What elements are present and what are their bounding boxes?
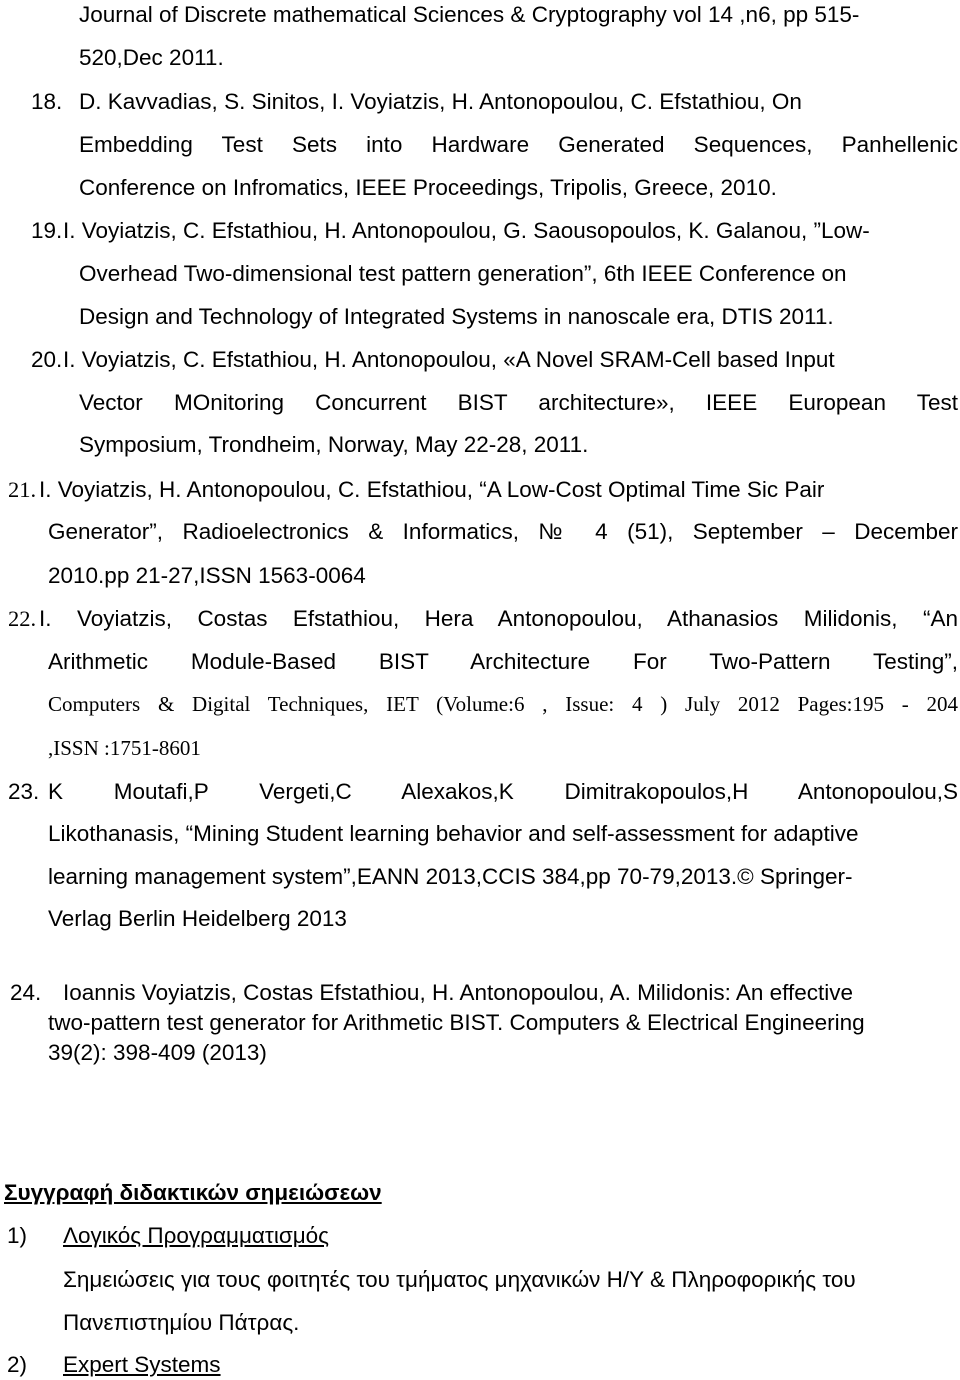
- ref-line: Generator”, Radioelectronics & Informatics, № 4 (51), September – December: [48, 519, 958, 544]
- ref-line: ,ISSN :1751-8601: [48, 736, 201, 760]
- list-item-description: Πανεπιστημίου Πάτρας.: [63, 1310, 300, 1335]
- ref-line: I. Voyiatzis, Costas Efstathiou, Hera Antonopoulou, Athanasios Milidonis, “An: [39, 606, 958, 631]
- ref-line: Likothanasis, “Mining Student learning behavior and self-assessment for adaptive: [48, 821, 859, 846]
- list-item-title: Expert Systems: [63, 1352, 221, 1377]
- ref-line: Arithmetic Module-Based BIST Architecture For Two-Pattern Testing”,: [48, 649, 958, 674]
- ref-line: 520,Dec 2011.: [79, 45, 224, 70]
- section-heading: Συγγραφή διδακτικών σημειώσεων: [4, 1180, 382, 1205]
- ref-line: Ioannis Voyiatzis, Costas Efstathiou, H. Antonopoulou, A. Milidonis: An effective: [63, 980, 854, 1005]
- ref-number: 24.: [10, 980, 42, 1005]
- ref-number: 18.: [31, 89, 63, 114]
- ref-line: learning management system”,EANN 2013,CCIS 384,pp 70-79,2013.© Springer-: [48, 864, 853, 889]
- list-item-description: Σημειώσεις για τους φοιτητές του τμήματος μηχανικών Η/Υ & Πληροφορικής του: [63, 1267, 856, 1292]
- ref-line: K Moutafi,P Vergeti,C Alexakos,K Dimitrakopoulos,H Antonopoulou,S: [48, 779, 958, 804]
- ref-line: I. Voyiatzis, C. Efstathiou, H. Antonopoulou, «A Novel SRAM-Cell based Input: [63, 347, 835, 372]
- ref-line: Design and Technology of Integrated Systems in nanoscale era, DTIS 2011.: [79, 304, 834, 329]
- ref-line: two-pattern test generator for Arithmetic BIST. Computers & Electrical Engineering: [48, 1010, 865, 1035]
- ref-line: Overhead Two-dimensional test pattern generation”, 6th IEEE Conference on: [79, 261, 847, 286]
- list-item-number: 1): [7, 1223, 28, 1248]
- ref-line: Embedding Test Sets into Hardware Generated Sequences, Panhellenic: [79, 132, 958, 157]
- list-item-number: 2): [7, 1352, 28, 1377]
- ref-line: I. Voyiatzis, C. Efstathiou, H. Antonopoulou, G. Saousopoulos, K. Galanou, ”Low-: [63, 218, 870, 243]
- list-item-title: Λογικός Προγραμματισμός: [63, 1223, 330, 1248]
- ref-line: Vector MOnitoring Concurrent BIST architecture», IEEE European Test: [79, 390, 958, 415]
- ref-line: Symposium, Trondheim, Norway, May 22-28, 2011.: [79, 432, 589, 457]
- ref-number: 20.: [31, 347, 63, 372]
- ref-number: 22.: [8, 606, 37, 631]
- ref-line: I. Voyiatzis, H. Antonopoulou, C. Efstathiou, “A Low-Cost Optimal Time Sic Pair: [39, 477, 825, 502]
- ref-line: D. Kavvadias, S. Sinitos, I. Voyiatzis, H. Antonopoulou, C. Efstathiou, On: [79, 89, 802, 114]
- ref-number: 23.: [8, 779, 40, 804]
- ref-line: Verlag Berlin Heidelberg 2013: [48, 906, 347, 931]
- ref-number: 21.: [8, 477, 37, 502]
- ref-line: 2010.pp 21-27,ISSN 1563-0064: [48, 563, 366, 588]
- ref-line: Conference on Infromatics, IEEE Proceedings, Tripolis, Greece, 2010.: [79, 175, 777, 200]
- ref-line: Journal of Discrete mathematical Sciences & Cryptography vol 14 ,n6, pp 515-: [79, 2, 860, 27]
- ref-line: 39(2): 398-409 (2013): [48, 1040, 267, 1065]
- ref-number: 19.: [31, 218, 63, 243]
- ref-line: Computers & Digital Techniques, IET (Volume:6 , Issue: 4 ) July 2012 Pages:195 - 204: [48, 692, 958, 716]
